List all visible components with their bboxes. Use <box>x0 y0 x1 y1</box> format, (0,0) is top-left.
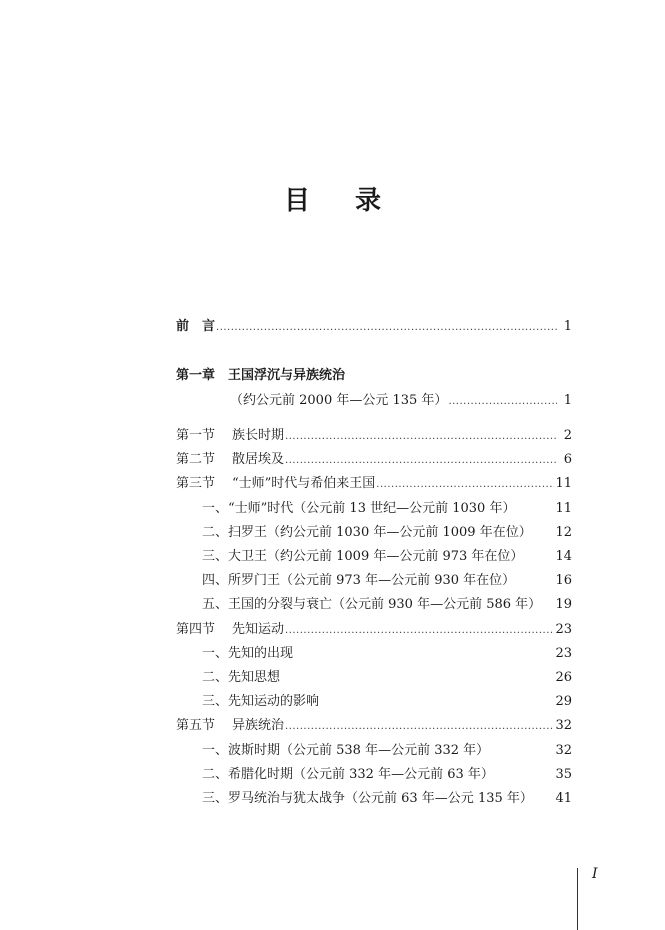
toc-section-number: 第一节 <box>176 428 216 443</box>
dot-leader <box>376 475 554 495</box>
toc-entry-label: 三、罗马统治与犹太战争（公元前 63 年—公元 135 年） <box>202 791 533 806</box>
toc-entry-page: 6 <box>563 452 572 468</box>
toc-entry-item[interactable] <box>202 692 572 712</box>
toc-entry-chapter-subtitle[interactable] <box>230 391 572 411</box>
toc-section-number: 第四节 <box>176 621 216 637</box>
toc-entry-page: 41 <box>555 791 572 806</box>
toc-entry-label: 二、扫罗王（约公元前 1030 年—公元前 1009 年在位） <box>202 524 532 540</box>
toc-entry-page: 29 <box>555 694 572 710</box>
toc-entry-label <box>176 450 284 470</box>
dot-leader <box>285 621 554 641</box>
dot-leader <box>448 392 557 412</box>
toc-section-title: 先知运动 <box>232 621 285 637</box>
toc-entry-label: 一、波斯时期（公元前 538 年—公元前 332 年） <box>202 742 490 758</box>
toc-entry-item[interactable] <box>202 523 572 543</box>
toc-entry-label: 二、先知思想 <box>202 670 281 685</box>
toc-entry-label: 第一章 王国浮沉与异族统治 <box>176 368 346 383</box>
toc-section-title: 异族统治 <box>232 718 285 734</box>
toc-entry-item[interactable] <box>202 644 572 664</box>
toc-section-title: “士师”时代与希伯来王国 <box>232 476 376 492</box>
toc-entry-item[interactable] <box>202 499 572 519</box>
toc-entry-label <box>176 716 284 736</box>
toc-entry-page: 26 <box>555 670 572 685</box>
toc-entry-item[interactable] <box>202 765 572 785</box>
toc-section-number: 第三节 <box>176 476 216 492</box>
toc-entry-section[interactable] <box>176 426 572 446</box>
toc-section-title: 散居埃及 <box>232 452 285 468</box>
toc-entry-item[interactable] <box>202 668 572 688</box>
toc-entry-label: （约公元前 2000 年—公元 135 年） <box>230 393 448 408</box>
toc-entry-item[interactable] <box>202 595 572 615</box>
dot-leader <box>285 427 557 447</box>
toc-entry-section[interactable] <box>176 716 572 736</box>
toc-entry-label <box>176 620 284 640</box>
toc-title: 目 录 <box>283 186 400 216</box>
toc-entry-page: 12 <box>555 524 572 540</box>
toc-entry-section[interactable] <box>176 450 572 470</box>
toc-entry-label: 一、“士师”时代（公元前 13 世纪—公元前 1030 年） <box>202 500 516 516</box>
toc-entry-page: 35 <box>555 766 572 782</box>
toc-entry-item[interactable] <box>202 741 572 761</box>
toc-entry-label: 四、所罗门王（公元前 973 年—公元前 930 年在位） <box>202 573 516 589</box>
toc-entry-label: 五、王国的分裂与衰亡（公元前 930 年—公元前 586 年） <box>202 597 542 613</box>
toc-entry-page: 32 <box>555 742 572 758</box>
toc-section-number: 第五节 <box>176 718 216 734</box>
toc-entry-page: 2 <box>563 428 572 443</box>
toc-entry-label <box>176 474 375 494</box>
toc-entry-label: 二、希腊化时期（公元前 332 年—公元前 63 年） <box>202 766 494 782</box>
toc-entry-page: 11 <box>555 500 572 516</box>
toc-entry-chapter[interactable] <box>176 366 572 386</box>
toc-entry-page: 14 <box>555 549 572 564</box>
dot-leader <box>216 318 557 338</box>
toc-entry-page: 1 <box>563 393 572 408</box>
toc-entry-label: 一、先知的出现 <box>202 645 294 661</box>
toc-entry-item[interactable] <box>202 547 572 567</box>
toc-entry-page: 19 <box>555 597 572 613</box>
toc-entry-item[interactable] <box>202 571 572 591</box>
toc-entry-page: 23 <box>555 621 572 637</box>
page-number: I <box>592 866 598 882</box>
toc-section-title: 族长时期 <box>232 428 285 443</box>
folio-rule <box>577 868 578 930</box>
toc-entry-item[interactable] <box>202 789 572 809</box>
toc-section-number: 第二节 <box>176 452 216 468</box>
toc-entry-label <box>176 426 284 446</box>
toc-entry-section[interactable] <box>176 474 572 494</box>
dot-leader <box>285 451 557 471</box>
toc-entry-label: 前 言 <box>176 319 216 334</box>
toc-entry-page: 23 <box>555 645 572 661</box>
toc-entry-preface[interactable] <box>176 317 572 337</box>
toc-entry-section[interactable] <box>176 620 572 640</box>
toc-entry-page: 32 <box>555 718 572 734</box>
toc-entry-page: 1 <box>563 319 572 334</box>
toc-entry-label: 三、大卫王（约公元前 1009 年—公元前 973 年在位） <box>202 549 524 564</box>
toc-entry-page: 16 <box>555 573 572 589</box>
toc-entry-label: 三、先知运动的影响 <box>202 694 320 710</box>
dot-leader <box>285 717 554 737</box>
toc-entry-page: 11 <box>555 476 572 492</box>
